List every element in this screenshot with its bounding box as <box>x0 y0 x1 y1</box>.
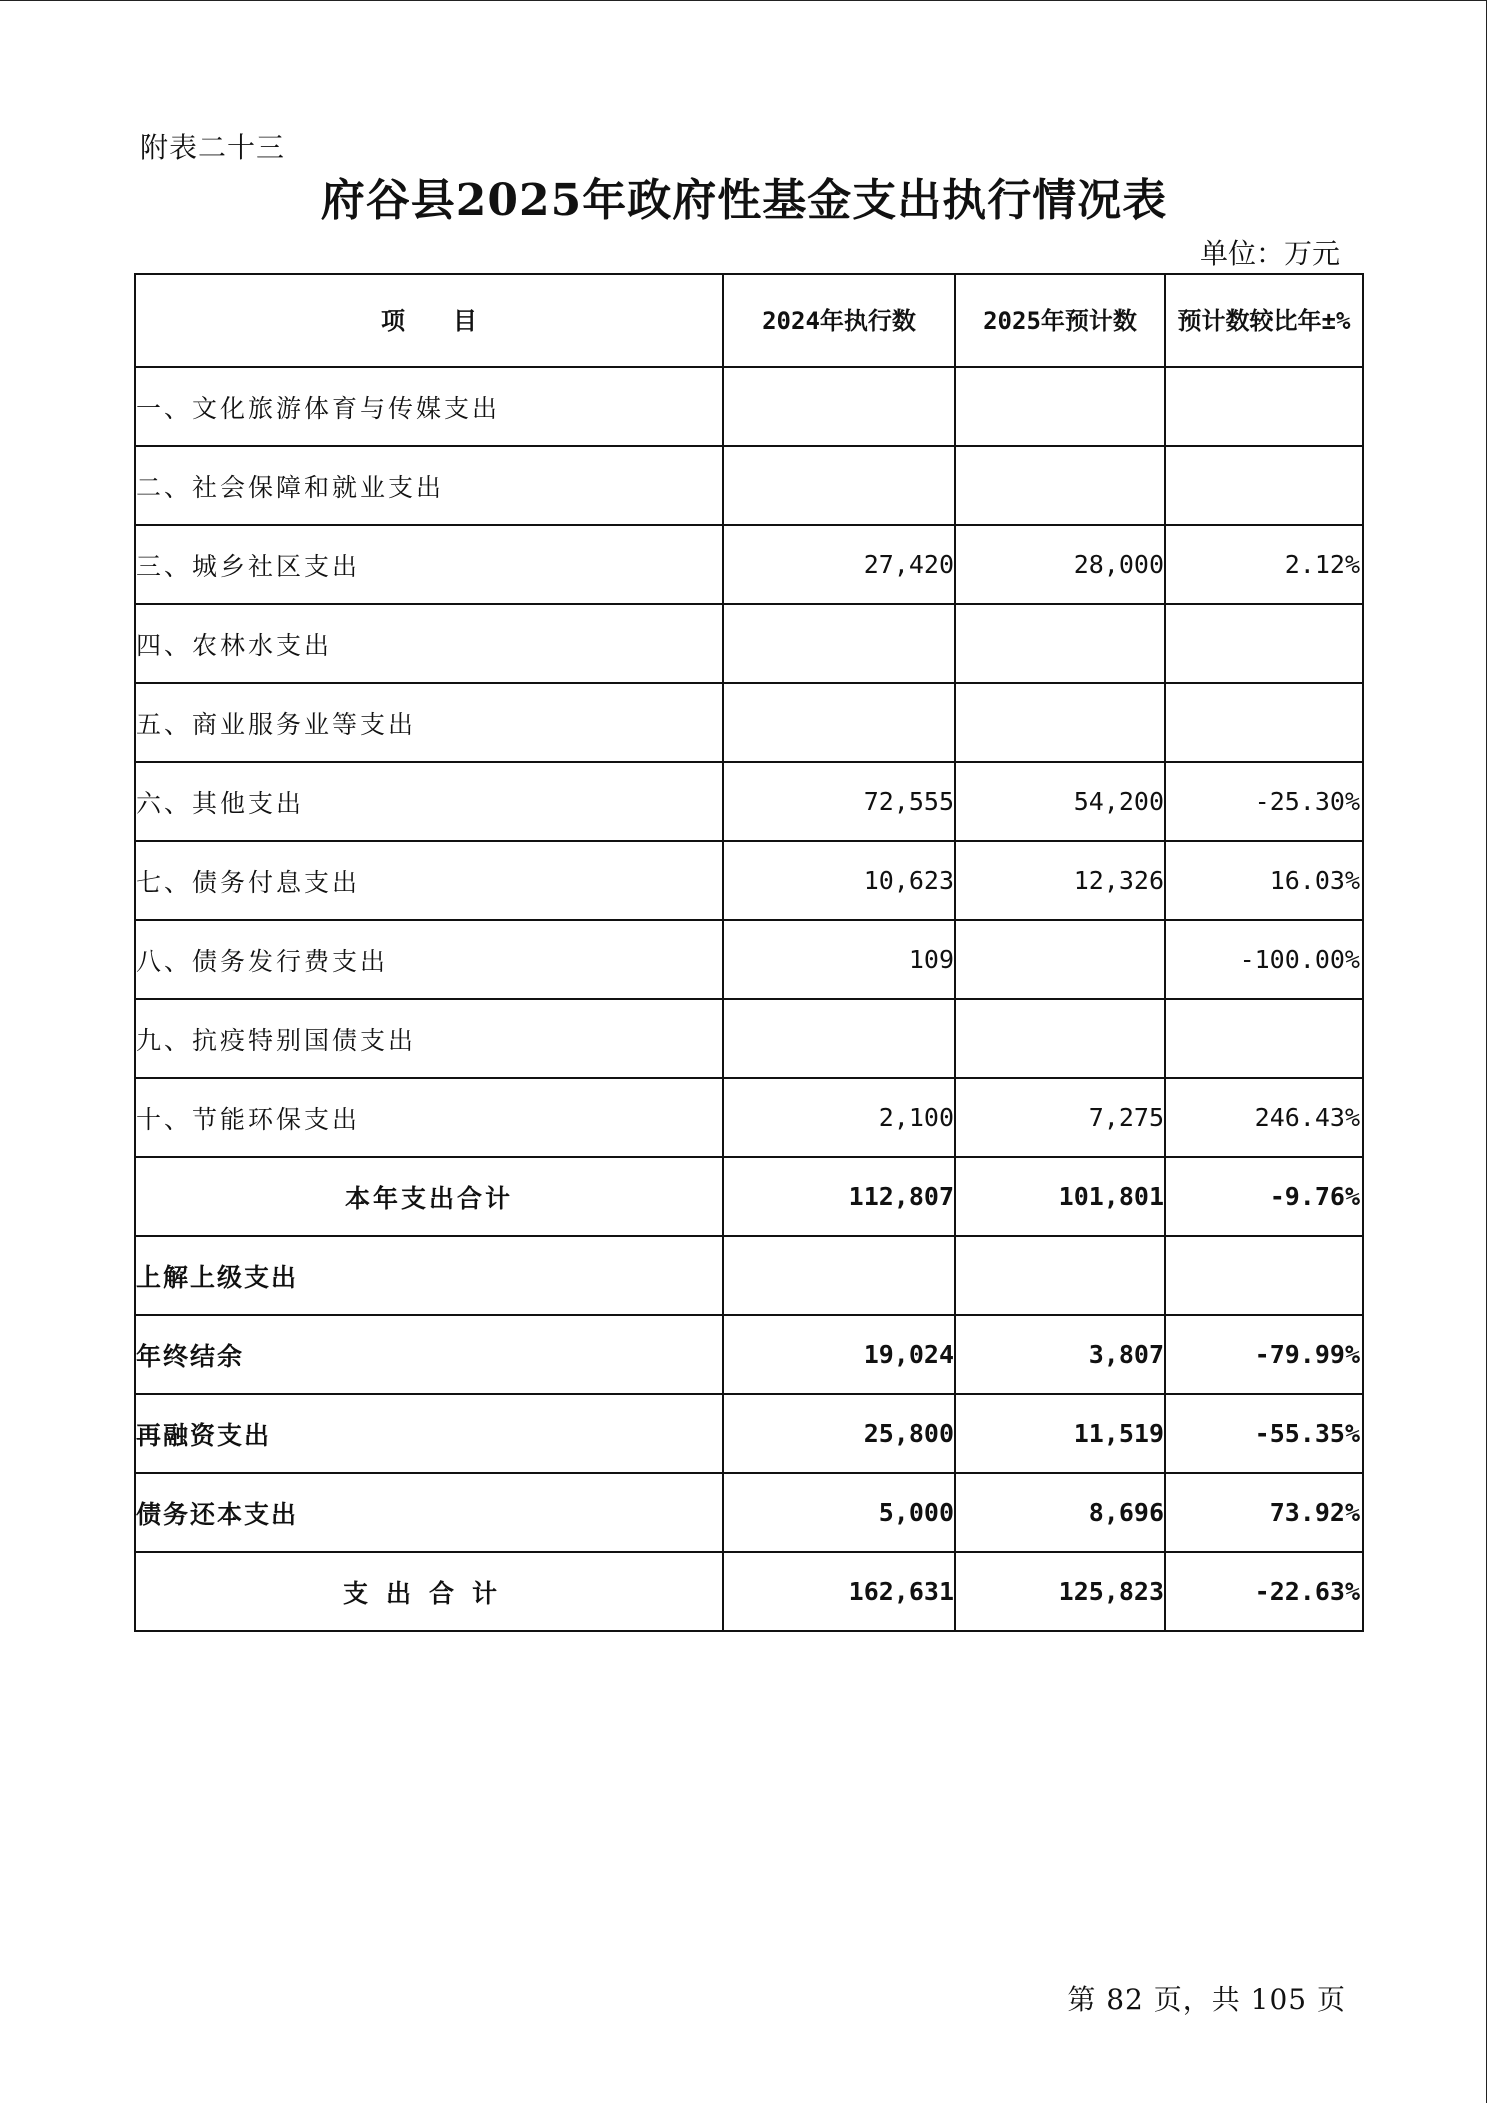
table-row <box>135 1473 1363 1552</box>
row-change-percent <box>1165 604 1363 683</box>
row-item: 债务还本支出 <box>135 1473 723 1552</box>
row-2025-value: 3,807 <box>955 1315 1165 1394</box>
subtotal-2024-value: 112,807 <box>723 1157 955 1236</box>
row-2024-value <box>723 446 955 525</box>
table-row <box>135 525 1363 604</box>
row-2025-value <box>955 999 1165 1078</box>
row-2025-value: 12,326 <box>955 841 1165 920</box>
table-row <box>135 604 1363 683</box>
row-2025-value <box>955 604 1165 683</box>
row-item: 年终结余 <box>135 1315 723 1394</box>
unit-label: 单位：万元 <box>1199 237 1340 270</box>
row-change-percent <box>1165 446 1363 525</box>
row-2024-value <box>723 604 955 683</box>
table-row <box>135 1078 1363 1157</box>
row-change-percent: 16.03% <box>1165 841 1363 920</box>
row-2025-value: 11,519 <box>955 1394 1165 1473</box>
row-item: 十、节能环保支出 <box>135 1078 723 1157</box>
row-change-percent <box>1165 999 1363 1078</box>
row-2025-value <box>955 367 1165 446</box>
row-2025-value <box>955 920 1165 999</box>
subtotal-label: 本年支出合计 <box>135 1157 723 1236</box>
row-change-percent: -55.35% <box>1165 1394 1363 1473</box>
row-item: 六、其他支出 <box>135 762 723 841</box>
row-2024-value: 5,000 <box>723 1473 955 1552</box>
row-2024-value: 72,555 <box>723 762 955 841</box>
row-2025-value: 28,000 <box>955 525 1165 604</box>
row-item: 上解上级支出 <box>135 1236 723 1315</box>
row-2025-value: 54,200 <box>955 762 1165 841</box>
row-2024-value <box>723 999 955 1078</box>
table-row <box>135 446 1363 525</box>
row-change-percent <box>1165 367 1363 446</box>
header-2024-actual: 2024年执行数 <box>723 274 955 367</box>
row-item: 四、农林水支出 <box>135 604 723 683</box>
total-change-percent: -22.63% <box>1165 1552 1363 1631</box>
table-row <box>135 1394 1363 1473</box>
row-change-percent: 246.43% <box>1165 1078 1363 1157</box>
row-2024-value <box>723 1236 955 1315</box>
header-2025-estimate: 2025年预计数 <box>955 274 1165 367</box>
row-change-percent: -25.30% <box>1165 762 1363 841</box>
row-item: 九、抗疫特别国债支出 <box>135 999 723 1078</box>
row-change-percent: -79.99% <box>1165 1315 1363 1394</box>
header-item: 项 目 <box>135 274 723 367</box>
row-change-percent: 2.12% <box>1165 525 1363 604</box>
fund-expenditure-table <box>134 273 1364 1632</box>
row-2024-value: 2,100 <box>723 1078 955 1157</box>
row-item: 七、债务付息支出 <box>135 841 723 920</box>
row-change-percent: 73.92% <box>1165 1473 1363 1552</box>
row-item: 八、债务发行费支出 <box>135 920 723 999</box>
table-row <box>135 762 1363 841</box>
page-title: 府谷县2025年政府性基金支出执行情况表 <box>320 175 1168 226</box>
row-2024-value <box>723 683 955 762</box>
row-2025-value <box>955 683 1165 762</box>
table-row <box>135 1236 1363 1315</box>
table-row <box>135 999 1363 1078</box>
row-2025-value <box>955 446 1165 525</box>
row-item: 五、商业服务业等支出 <box>135 683 723 762</box>
total-label: 支出合计 <box>135 1552 723 1631</box>
row-change-percent: -100.00% <box>1165 920 1363 999</box>
row-2024-value: 10,623 <box>723 841 955 920</box>
row-2024-value: 27,420 <box>723 525 955 604</box>
row-2024-value: 109 <box>723 920 955 999</box>
total-2025-value: 125,823 <box>955 1552 1165 1631</box>
row-item: 再融资支出 <box>135 1394 723 1473</box>
table-row <box>135 920 1363 999</box>
appendix-label: 附表二十三 <box>140 131 286 164</box>
row-2025-value: 7,275 <box>955 1078 1165 1157</box>
row-item: 一、文化旅游体育与传媒支出 <box>135 367 723 446</box>
total-row <box>135 1552 1363 1631</box>
subtotal-2025-value: 101,801 <box>955 1157 1165 1236</box>
table-row <box>135 841 1363 920</box>
row-change-percent <box>1165 1236 1363 1315</box>
page-number: 第 82 页，共 105 页 <box>1067 1983 1346 2016</box>
table-header-row <box>135 274 1363 367</box>
row-2025-value: 8,696 <box>955 1473 1165 1552</box>
row-item: 三、城乡社区支出 <box>135 525 723 604</box>
header-change-percent: 预计数较比年±% <box>1165 274 1363 367</box>
table-row <box>135 1315 1363 1394</box>
row-item: 二、社会保障和就业支出 <box>135 446 723 525</box>
total-2024-value: 162,631 <box>723 1552 955 1631</box>
row-2025-value <box>955 1236 1165 1315</box>
row-2024-value: 25,800 <box>723 1394 955 1473</box>
table-row <box>135 683 1363 762</box>
row-2024-value <box>723 367 955 446</box>
row-change-percent <box>1165 683 1363 762</box>
subtotal-change-percent: -9.76% <box>1165 1157 1363 1236</box>
subtotal-row <box>135 1157 1363 1236</box>
table-row <box>135 367 1363 446</box>
row-2024-value: 19,024 <box>723 1315 955 1394</box>
